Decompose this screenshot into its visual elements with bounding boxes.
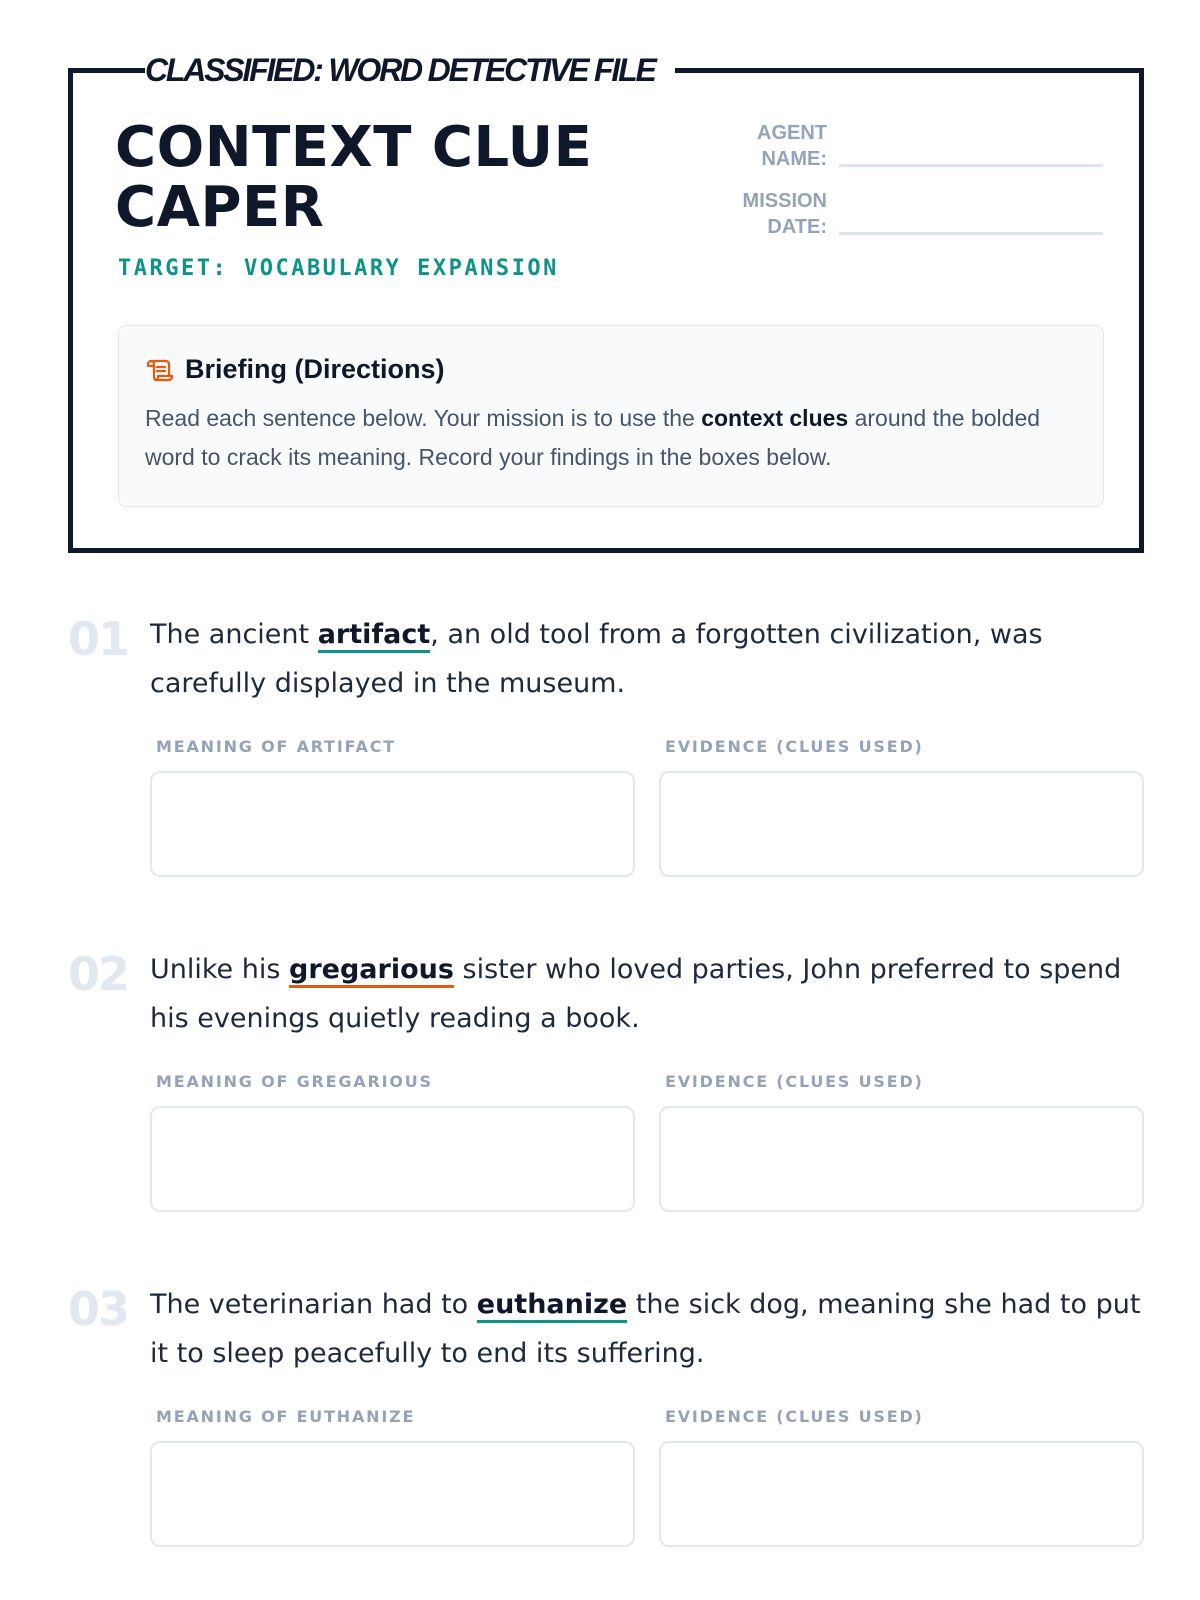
evidence-input[interactable] xyxy=(659,1441,1144,1547)
question-number: 02 xyxy=(68,947,129,1001)
question-sentence xyxy=(150,610,1144,708)
answer-fields xyxy=(150,1405,1144,1547)
mission-date-field[interactable] xyxy=(839,232,1103,235)
question-sentence xyxy=(150,1280,1144,1378)
briefing-text-part: Read each sentence below. Your mission is to use the xyxy=(145,405,702,431)
classified-file-card xyxy=(68,52,1144,553)
meaning-column xyxy=(150,1405,635,1547)
sentence-text: The ancient xyxy=(150,619,318,650)
page-subtitle: TARGET: VOCABULARY EXPANSION xyxy=(118,256,559,281)
question-sentence xyxy=(150,945,1144,1043)
agent-name-row xyxy=(713,118,1103,172)
answer-fields xyxy=(150,1070,1144,1212)
page-title: CONTEXT CLUE CAPER xyxy=(115,115,593,240)
briefing-text-part: around the bolded word to crack its meaning. Record your findings in the boxes below. xyxy=(145,405,1041,470)
meaning-input[interactable] xyxy=(150,771,635,877)
scroll-icon xyxy=(145,357,173,383)
agent-name-label: AGENT NAME: xyxy=(757,122,827,170)
target-word: gregarious xyxy=(289,954,454,988)
meaning-label: MEANING OF ARTIFACT xyxy=(156,737,396,756)
agent-name-field[interactable] xyxy=(839,164,1103,167)
evidence-column xyxy=(659,1070,1144,1212)
meaning-input[interactable] xyxy=(150,1441,635,1547)
mission-date-label: MISSION DATE: xyxy=(742,190,827,238)
briefing-header xyxy=(145,354,1077,385)
evidence-input[interactable] xyxy=(659,771,1144,877)
target-word: euthanize xyxy=(477,1289,627,1323)
meaning-column xyxy=(150,1070,635,1212)
target-word: artifact xyxy=(318,619,431,653)
sentence-text: Unlike his xyxy=(150,954,290,985)
meaning-label: MEANING OF GREGARIOUS xyxy=(156,1072,433,1091)
meaning-label: MEANING OF EUTHANIZE xyxy=(156,1407,416,1426)
briefing-panel xyxy=(118,325,1104,507)
meaning-column xyxy=(150,735,635,877)
sentence-text: the sick dog, meaning she had to put it to sleep peacefully to end its suffering. xyxy=(150,1289,1141,1369)
briefing-text xyxy=(145,399,1077,477)
briefing-text-emphasis: context clues xyxy=(701,405,849,431)
evidence-label: EVIDENCE (CLUES USED) xyxy=(665,1072,924,1091)
question-number: 03 xyxy=(68,1282,129,1336)
question-number: 01 xyxy=(68,612,129,666)
agent-fields xyxy=(713,118,1103,254)
sentence-text: sister who loved parties, John preferred to spend his evenings quietly reading a book. xyxy=(150,954,1122,1034)
evidence-label: EVIDENCE (CLUES USED) xyxy=(665,737,924,756)
file-tab-label: CLASSIFIED: WORD DETECTIVE FILE xyxy=(145,53,675,87)
briefing-title: Briefing (Directions) xyxy=(185,354,445,384)
evidence-column xyxy=(659,1405,1144,1547)
mission-date-row xyxy=(713,186,1103,240)
evidence-input[interactable] xyxy=(659,1106,1144,1212)
sentence-text: The veterinarian had to xyxy=(150,1289,477,1320)
meaning-input[interactable] xyxy=(150,1106,635,1212)
evidence-column xyxy=(659,735,1144,877)
answer-fields xyxy=(150,735,1144,877)
evidence-label: EVIDENCE (CLUES USED) xyxy=(665,1407,924,1426)
sentence-text: , an old tool from a forgotten civilization, was carefully displayed in the museum. xyxy=(150,619,1043,699)
